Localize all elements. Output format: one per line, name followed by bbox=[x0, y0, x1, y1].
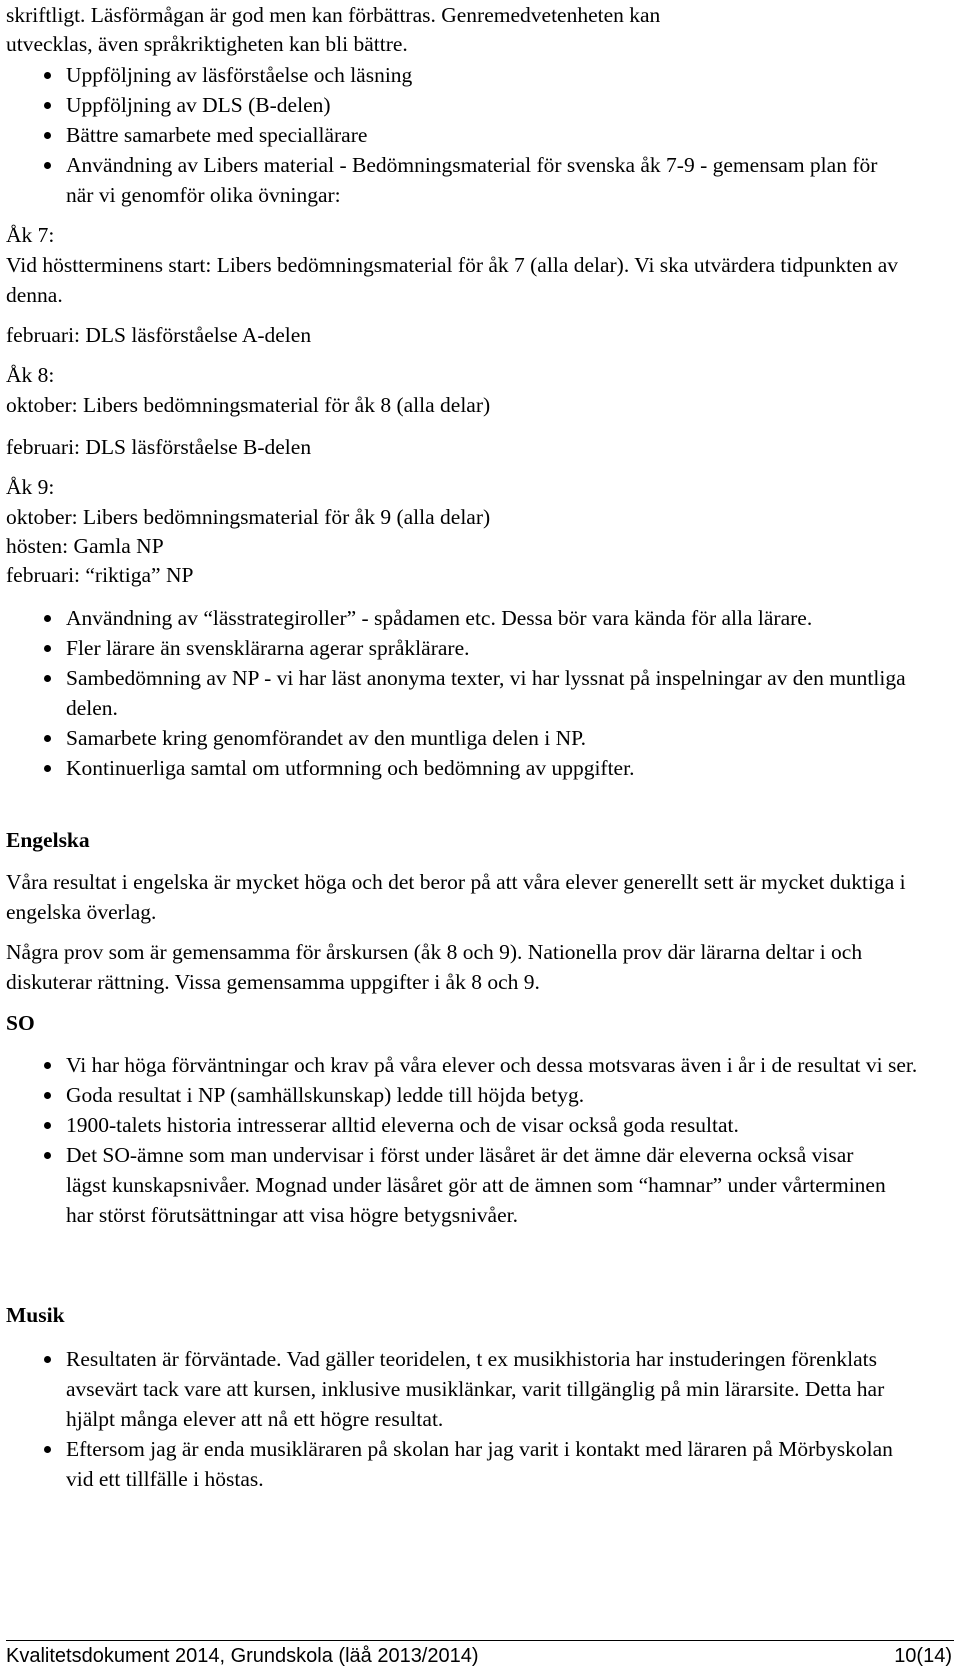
list-item: 1900-talets historia intresserar alltid eleverna och de visar också goda resultat. bbox=[44, 1110, 920, 1140]
bullet-icon bbox=[44, 765, 51, 772]
list-item: Användning av “lässtrategiroller” - spådamen etc. Dessa bör vara kända för alla lärare. bbox=[44, 603, 900, 633]
ak9-heading: Åk 9: bbox=[6, 475, 55, 499]
engelska-paragraph-2: Några prov som är gemensamma för årskursen (åk 8 och 9). Nationella prov där lärarna deltar i och diskuterar rättning. Vissa gemensamma uppgifter i åk 8 och 9. bbox=[6, 940, 863, 994]
intro-line-1: skriftligt. Läsförmågan är god men kan förbättras. Genremedvetenheten kan bbox=[6, 3, 661, 27]
bullet-icon bbox=[44, 675, 51, 682]
ak7-heading: Åk 7: bbox=[6, 223, 55, 247]
list-item: Användning av Libers material - Bedömningsmaterial för svenska åk 7-9 - gemensam plan för när vi genomför olika övningar: bbox=[44, 150, 940, 210]
list-item: Uppföljning av DLS (B-delen) bbox=[44, 90, 940, 120]
footer-divider bbox=[6, 1640, 954, 1641]
intro-line-2: utvecklas, även språkriktigheten kan bli bättre. bbox=[6, 32, 408, 56]
list-item: Fler lärare än svensklärarna agerar språklärare. bbox=[44, 633, 900, 663]
bullet-icon bbox=[44, 132, 51, 139]
bullet-icon bbox=[44, 1122, 51, 1129]
list-item: Goda resultat i NP (samhällskunskap) ledde till höjda betyg. bbox=[44, 1080, 920, 1110]
bullet-icon bbox=[44, 102, 51, 109]
list-item: Samarbete kring genomförandet av den muntliga delen i NP. bbox=[44, 723, 900, 753]
list-item: Resultaten är förväntade. Vad gäller teoridelen, t ex musikhistoria har instuderingen förenklats avsevärt tack vare att kursen, inklusive musiklänkar, varit tillgänglig på min lärarsite. Detta har hjälpt många elever att nå ett högre resultat. bbox=[44, 1344, 900, 1434]
list-item: Uppföljning av läsförståelse och läsning bbox=[44, 60, 940, 90]
bullet-list-top bbox=[44, 60, 940, 210]
bullet-icon bbox=[44, 645, 51, 652]
list-item: Det SO-ämne som man undervisar i först under läsåret är det ämne där eleverna också visar lägst kunskapsnivåer. Mognad under läsåret gör att de ämnen som “hamnar” under vårterminen har störst förutsättningar att visa högre betygsnivåer. bbox=[44, 1140, 890, 1230]
footer-document-title: Kvalitetsdokument 2014, Grundskola (läå 2013/2014) bbox=[6, 1645, 479, 1667]
ak8-feb: februari: DLS läsförståelse B-delen bbox=[6, 435, 312, 459]
list-item: Eftersom jag är enda musikläraren på skolan har jag varit i kontakt med läraren på Mörbyskolan vid ett tillfälle i höstas. bbox=[44, 1434, 920, 1494]
ak9-okt: oktober: Libers bedömningsmaterial för åk 9 (alla delar) bbox=[6, 505, 491, 529]
footer-page-number: 10(14) bbox=[894, 1645, 952, 1667]
list-item: Kontinuerliga samtal om utformning och bedömning av uppgifter. bbox=[44, 753, 900, 783]
bullet-icon bbox=[44, 615, 51, 622]
bullet-icon bbox=[44, 735, 51, 742]
page-footer bbox=[6, 1643, 952, 1669]
so-heading: SO bbox=[6, 1011, 35, 1035]
list-item: Sambedömning av NP - vi har läst anonyma texter, vi har lyssnat på inspelningar av den muntliga delen. bbox=[44, 663, 940, 723]
bullet-icon bbox=[44, 72, 51, 79]
ak8-heading: Åk 8: bbox=[6, 363, 55, 387]
bullet-icon bbox=[44, 1356, 51, 1363]
bullet-icon bbox=[44, 162, 51, 169]
bullet-icon bbox=[44, 1092, 51, 1099]
so-bullet-list bbox=[44, 1050, 920, 1230]
ak9-feb: februari: “riktiga” NP bbox=[6, 563, 194, 587]
musik-heading: Musik bbox=[6, 1303, 65, 1327]
engelska-heading: Engelska bbox=[6, 828, 90, 852]
engelska-paragraph-1: Våra resultat i engelska är mycket höga och det beror på att våra elever generellt sett är mycket duktiga i engelska överlag. bbox=[6, 870, 906, 924]
ak8-okt: oktober: Libers bedömningsmaterial för åk 8 (alla delar) bbox=[6, 393, 491, 417]
list-item: Bättre samarbete med speciallärare bbox=[44, 120, 940, 150]
ak7-text: Vid höstterminens start: Libers bedömningsmaterial för åk 7 (alla delar). Vi ska utvärdera tidpunkten av denna. bbox=[6, 253, 898, 307]
ak7-feb: februari: DLS läsförståelse A-delen bbox=[6, 323, 312, 347]
ak9-host: hösten: Gamla NP bbox=[6, 534, 164, 558]
bullet-icon bbox=[44, 1446, 51, 1453]
bullet-list-mid bbox=[44, 603, 906, 783]
bullet-icon bbox=[44, 1152, 51, 1159]
list-item: Vi har höga förväntningar och krav på våra elever och dessa motsvaras även i år i de resultat vi ser. bbox=[44, 1050, 920, 1080]
musik-bullet-list bbox=[44, 1344, 920, 1494]
bullet-icon bbox=[44, 1062, 51, 1069]
